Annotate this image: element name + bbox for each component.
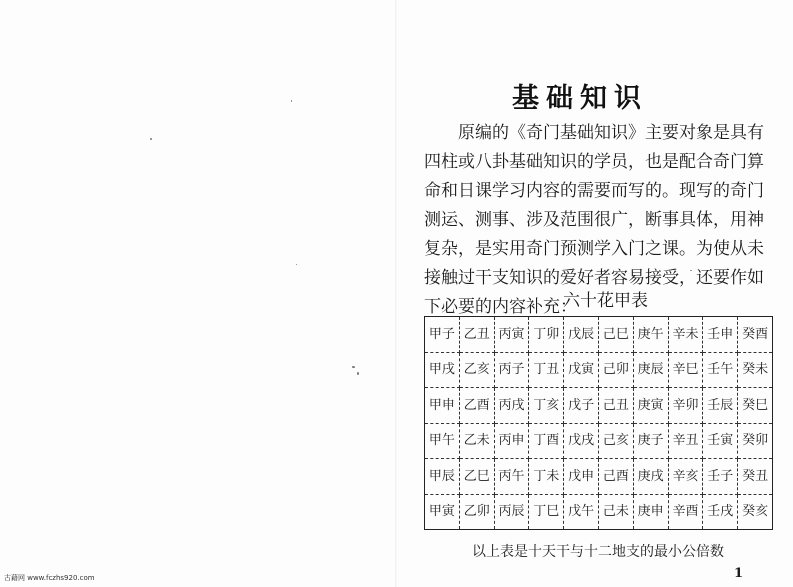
table-row	[425, 352, 773, 388]
table-cell: 庚辰	[633, 352, 668, 388]
table-cell: 戊午	[564, 494, 599, 530]
table-footnote: 以上表是十天干与十二地支的最小公倍数	[472, 544, 724, 560]
page-gutter	[395, 0, 397, 587]
table-cell: 庚子	[633, 423, 668, 459]
paragraph-line: 复杂，是实用奇门预测学入门之课。为使从未	[424, 239, 764, 259]
table-title: 六十花甲表	[563, 291, 648, 311]
table-cell: 癸未	[738, 352, 773, 388]
scan-speck	[352, 366, 355, 368]
scan-speck	[150, 138, 152, 140]
table-cell: 甲戌	[425, 352, 460, 388]
table-cell: 甲辰	[425, 459, 460, 495]
table-cell: 甲子	[425, 317, 460, 353]
table-cell: 庚戌	[633, 459, 668, 495]
table-cell: 己卯	[598, 352, 633, 388]
paragraph-line: 测运、测事、涉及范围很广，断事具体，用神	[424, 210, 764, 230]
table-cell: 庚午	[633, 317, 668, 353]
scan-speck	[291, 100, 292, 102]
table-cell: 丁亥	[529, 388, 564, 424]
site-watermark: 古藉网 www.fczhs920.com	[4, 574, 95, 582]
table-cell: 辛丑	[668, 423, 703, 459]
page-number: 1	[734, 566, 744, 581]
paragraph-line: 接触过干支知识的爱好者容易接受，还要作如	[424, 268, 764, 288]
table-cell: 乙酉	[459, 388, 494, 424]
table-cell: 丁卯	[529, 317, 564, 353]
table-cell: 丁酉	[529, 423, 564, 459]
table-row	[425, 423, 773, 459]
table-cell: 庚寅	[633, 388, 668, 424]
table-cell: 丁丑	[529, 352, 564, 388]
table-cell: 癸酉	[738, 317, 773, 353]
table-cell: 辛酉	[668, 494, 703, 530]
table-cell: 壬子	[703, 459, 738, 495]
table-cell: 丙戌	[494, 388, 529, 424]
table-cell: 庚申	[633, 494, 668, 530]
table-cell: 乙巳	[459, 459, 494, 495]
table-cell: 癸巳	[738, 388, 773, 424]
table-cell: 甲申	[425, 388, 460, 424]
table-cell: 乙卯	[459, 494, 494, 530]
table-cell: 戊子	[564, 388, 599, 424]
table-cell: 壬辰	[703, 388, 738, 424]
table-cell: 乙丑	[459, 317, 494, 353]
table-cell: 甲午	[425, 423, 460, 459]
table-cell: 戊戌	[564, 423, 599, 459]
paragraph-line: 原编的《奇门基础知识》主要对象是具有	[458, 123, 764, 143]
table-cell: 丙午	[494, 459, 529, 495]
table-cell: 戊申	[564, 459, 599, 495]
table-cell: 己巳	[598, 317, 633, 353]
table-cell: 戊寅	[564, 352, 599, 388]
table-cell: 甲寅	[425, 494, 460, 530]
scan-speck	[296, 264, 297, 265]
table-row	[425, 317, 773, 353]
table-cell: 壬戌	[703, 494, 738, 530]
paragraph-line: 下必要的内容补充：	[424, 297, 577, 317]
table-cell: 辛巳	[668, 352, 703, 388]
scan-speck	[357, 372, 359, 375]
table-cell: 己丑	[598, 388, 633, 424]
table-cell: 戊辰	[564, 317, 599, 353]
table-cell: 壬午	[703, 352, 738, 388]
paragraph-line: 四柱或八卦基础知识的学员，也是配合奇门算	[424, 152, 764, 172]
table-cell: 丙辰	[494, 494, 529, 530]
table-cell: 丙申	[494, 423, 529, 459]
table-cell: 己酉	[598, 459, 633, 495]
table-cell: 癸丑	[738, 459, 773, 495]
table-cell: 癸亥	[738, 494, 773, 530]
table-cell: 己亥	[598, 423, 633, 459]
table-cell: 丙寅	[494, 317, 529, 353]
paragraph-line: 命和日课学习内容的需要而写的。现写的奇门	[424, 181, 764, 201]
table-cell: 癸卯	[738, 423, 773, 459]
sixty-jiazi-table	[424, 316, 773, 530]
table-cell: 丁未	[529, 459, 564, 495]
page-title: 基础知识	[512, 83, 648, 114]
table-cell: 壬寅	[703, 423, 738, 459]
table-cell: 辛卯	[668, 388, 703, 424]
table-cell: 辛未	[668, 317, 703, 353]
table-cell: 乙亥	[459, 352, 494, 388]
table-cell: 乙未	[459, 423, 494, 459]
table-cell: 壬申	[703, 317, 738, 353]
table-cell: 己未	[598, 494, 633, 530]
table-row	[425, 494, 773, 530]
table-cell: 辛亥	[668, 459, 703, 495]
table-row	[425, 459, 773, 495]
table-cell: 丁巳	[529, 494, 564, 530]
table-row	[425, 388, 773, 424]
table-cell: 丙子	[494, 352, 529, 388]
